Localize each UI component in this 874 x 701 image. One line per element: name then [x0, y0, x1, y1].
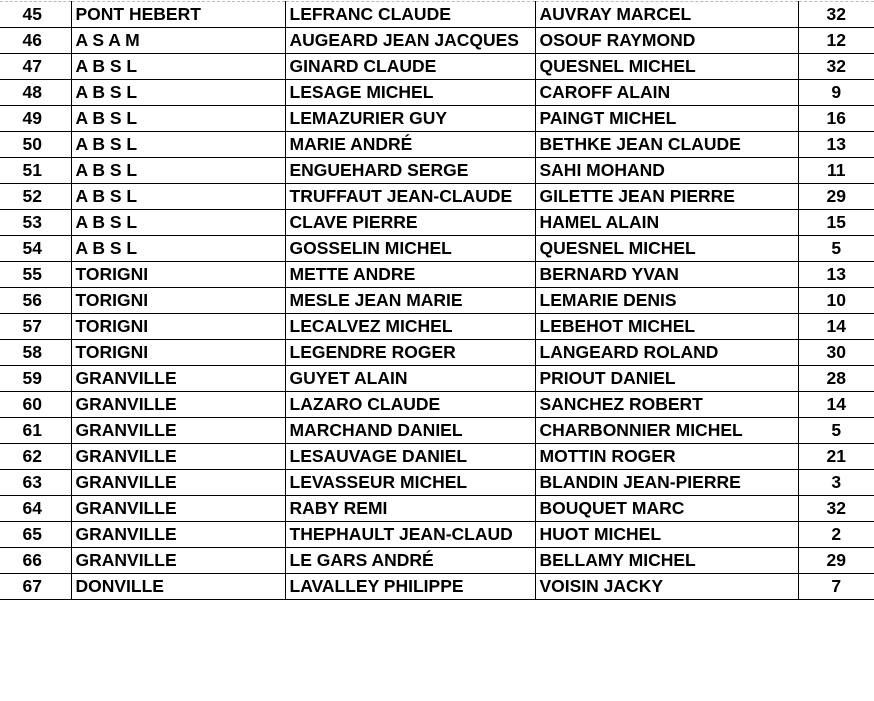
table-row [0, 444, 874, 470]
player2-cell[interactable]: QUESNEL MICHEL [535, 54, 798, 80]
club-cell[interactable]: GRANVILLE [71, 366, 285, 392]
player2-cell[interactable]: BELLAMY MICHEL [535, 548, 798, 574]
player2-cell[interactable]: BERNARD YVAN [535, 262, 798, 288]
player1-cell[interactable]: GINARD CLAUDE [285, 54, 535, 80]
club-cell[interactable]: A B S L [71, 158, 285, 184]
table-row [0, 340, 874, 366]
row-number-cell[interactable]: 64 [0, 496, 71, 522]
player1-cell[interactable]: LAZARO CLAUDE [285, 392, 535, 418]
row-number-cell[interactable]: 66 [0, 548, 71, 574]
club-cell[interactable]: A B S L [71, 54, 285, 80]
row-number-cell[interactable]: 46 [0, 28, 71, 54]
player1-cell[interactable]: THEPHAULT JEAN-CLAUD [285, 522, 535, 548]
count-cell[interactable]: 16 [798, 106, 874, 132]
count-cell[interactable]: 32 [798, 54, 874, 80]
player2-cell[interactable]: MOTTIN ROGER [535, 444, 798, 470]
club-cell[interactable]: GRANVILLE [71, 418, 285, 444]
row-number-cell[interactable]: 51 [0, 158, 71, 184]
club-cell[interactable]: DONVILLE [71, 574, 285, 600]
club-cell[interactable]: A S A M [71, 28, 285, 54]
player1-cell[interactable]: ENGUEHARD SERGE [285, 158, 535, 184]
club-cell[interactable]: GRANVILLE [71, 444, 285, 470]
player2-cell[interactable]: LANGEARD ROLAND [535, 340, 798, 366]
player1-cell[interactable]: LEGENDRE ROGER [285, 340, 535, 366]
row-number-cell[interactable]: 52 [0, 184, 71, 210]
table-row [0, 106, 874, 132]
table-row [0, 210, 874, 236]
club-cell[interactable]: A B S L [71, 132, 285, 158]
player1-cell[interactable]: MARCHAND DANIEL [285, 418, 535, 444]
club-cell[interactable]: A B S L [71, 236, 285, 262]
table-row [0, 54, 874, 80]
player2-cell[interactable]: LEBEHOT MICHEL [535, 314, 798, 340]
row-number-cell[interactable]: 49 [0, 106, 71, 132]
count-cell[interactable]: 12 [798, 28, 874, 54]
player2-cell[interactable]: BETHKE JEAN CLAUDE [535, 132, 798, 158]
player2-cell[interactable]: BLANDIN JEAN-PIERRE [535, 470, 798, 496]
row-number-cell[interactable]: 67 [0, 574, 71, 600]
player1-cell[interactable]: LE GARS ANDRÉ [285, 548, 535, 574]
count-cell[interactable]: 5 [798, 236, 874, 262]
club-cell[interactable]: TORIGNI [71, 314, 285, 340]
player1-cell[interactable]: GOSSELIN MICHEL [285, 236, 535, 262]
count-cell[interactable]: 29 [798, 184, 874, 210]
player2-cell[interactable]: SANCHEZ ROBERT [535, 392, 798, 418]
player1-cell[interactable]: METTE ANDRE [285, 262, 535, 288]
player1-cell[interactable]: MESLE JEAN MARIE [285, 288, 535, 314]
club-cell[interactable]: TORIGNI [71, 340, 285, 366]
player1-cell[interactable]: AUGEARD JEAN JACQUES [285, 28, 535, 54]
count-cell[interactable]: 14 [798, 314, 874, 340]
player1-cell[interactable]: LESAUVAGE DANIEL [285, 444, 535, 470]
player2-cell[interactable]: HAMEL ALAIN [535, 210, 798, 236]
table-row [0, 132, 874, 158]
row-number-cell[interactable]: 59 [0, 366, 71, 392]
row-number-cell[interactable]: 50 [0, 132, 71, 158]
row-number-cell[interactable]: 63 [0, 470, 71, 496]
player2-cell[interactable]: BOUQUET MARC [535, 496, 798, 522]
count-cell[interactable]: 3 [798, 470, 874, 496]
player2-cell[interactable]: PRIOUT DANIEL [535, 366, 798, 392]
count-cell[interactable]: 11 [798, 158, 874, 184]
count-cell[interactable]: 30 [798, 340, 874, 366]
table-row [0, 288, 874, 314]
row-number-cell[interactable]: 48 [0, 80, 71, 106]
table-row [0, 184, 874, 210]
row-number-cell[interactable]: 62 [0, 444, 71, 470]
player2-cell[interactable]: LEMARIE DENIS [535, 288, 798, 314]
club-cell[interactable]: GRANVILLE [71, 392, 285, 418]
club-cell[interactable]: TORIGNI [71, 262, 285, 288]
count-cell[interactable]: 21 [798, 444, 874, 470]
club-cell[interactable]: PONT HEBERT [71, 2, 285, 28]
table-row [0, 314, 874, 340]
row-number-cell[interactable]: 54 [0, 236, 71, 262]
player2-cell[interactable]: QUESNEL MICHEL [535, 236, 798, 262]
count-cell[interactable]: 14 [798, 392, 874, 418]
row-number-cell[interactable]: 58 [0, 340, 71, 366]
club-cell[interactable]: GRANVILLE [71, 548, 285, 574]
row-number-cell[interactable]: 57 [0, 314, 71, 340]
row-number-cell[interactable]: 53 [0, 210, 71, 236]
row-number-cell[interactable]: 61 [0, 418, 71, 444]
count-cell[interactable]: 7 [798, 574, 874, 600]
table-row [0, 158, 874, 184]
table-row [0, 262, 874, 288]
player2-cell[interactable]: CAROFF ALAIN [535, 80, 798, 106]
club-cell[interactable]: GRANVILLE [71, 522, 285, 548]
table-row [0, 496, 874, 522]
count-cell[interactable]: 15 [798, 210, 874, 236]
row-number-cell[interactable]: 55 [0, 262, 71, 288]
count-cell[interactable]: 2 [798, 522, 874, 548]
table-body [0, 2, 874, 600]
club-cell[interactable]: A B S L [71, 106, 285, 132]
table-row [0, 366, 874, 392]
table-row [0, 418, 874, 444]
player2-cell[interactable]: CHARBONNIER MICHEL [535, 418, 798, 444]
player2-cell[interactable]: SAHI MOHAND [535, 158, 798, 184]
player1-cell[interactable]: LEVASSEUR MICHEL [285, 470, 535, 496]
count-cell[interactable]: 28 [798, 366, 874, 392]
player1-cell[interactable]: CLAVE PIERRE [285, 210, 535, 236]
player2-cell[interactable]: OSOUF RAYMOND [535, 28, 798, 54]
count-cell[interactable]: 13 [798, 132, 874, 158]
player2-cell[interactable]: HUOT MICHEL [535, 522, 798, 548]
player2-cell[interactable]: AUVRAY MARCEL [535, 2, 798, 28]
player1-cell[interactable]: LAVALLEY PHILIPPE [285, 574, 535, 600]
count-cell[interactable]: 32 [798, 2, 874, 28]
club-cell[interactable]: A B S L [71, 80, 285, 106]
player1-cell[interactable]: TRUFFAUT JEAN-CLAUDE [285, 184, 535, 210]
table-row [0, 28, 874, 54]
player2-cell[interactable]: PAINGT MICHEL [535, 106, 798, 132]
count-cell[interactable]: 32 [798, 496, 874, 522]
row-number-cell[interactable]: 56 [0, 288, 71, 314]
player2-cell[interactable]: GILETTE JEAN PIERRE [535, 184, 798, 210]
count-cell[interactable]: 10 [798, 288, 874, 314]
table-row [0, 236, 874, 262]
player1-cell[interactable]: LECALVEZ MICHEL [285, 314, 535, 340]
count-cell[interactable]: 9 [798, 80, 874, 106]
table-row [0, 574, 874, 600]
count-cell[interactable]: 29 [798, 548, 874, 574]
row-number-cell[interactable]: 60 [0, 392, 71, 418]
player2-cell[interactable]: VOISIN JACKY [535, 574, 798, 600]
row-number-cell[interactable]: 65 [0, 522, 71, 548]
player1-cell[interactable]: MARIE ANDRÉ [285, 132, 535, 158]
spreadsheet-table [0, 1, 874, 600]
table-row [0, 522, 874, 548]
club-cell[interactable]: A B S L [71, 184, 285, 210]
club-cell[interactable]: GRANVILLE [71, 470, 285, 496]
table-row [0, 80, 874, 106]
table-row [0, 2, 874, 28]
table-row [0, 392, 874, 418]
count-cell[interactable]: 13 [798, 262, 874, 288]
player1-cell[interactable]: LEFRANC CLAUDE [285, 2, 535, 28]
club-cell[interactable]: A B S L [71, 210, 285, 236]
club-cell[interactable]: GRANVILLE [71, 496, 285, 522]
count-cell[interactable]: 5 [798, 418, 874, 444]
row-number-cell[interactable]: 47 [0, 54, 71, 80]
player1-cell[interactable]: LEMAZURIER GUY [285, 106, 535, 132]
table-row [0, 548, 874, 574]
player1-cell[interactable]: LESAGE MICHEL [285, 80, 535, 106]
row-number-cell[interactable]: 45 [0, 2, 71, 28]
table-row [0, 470, 874, 496]
player1-cell[interactable]: GUYET ALAIN [285, 366, 535, 392]
club-cell[interactable]: TORIGNI [71, 288, 285, 314]
player1-cell[interactable]: RABY REMI [285, 496, 535, 522]
